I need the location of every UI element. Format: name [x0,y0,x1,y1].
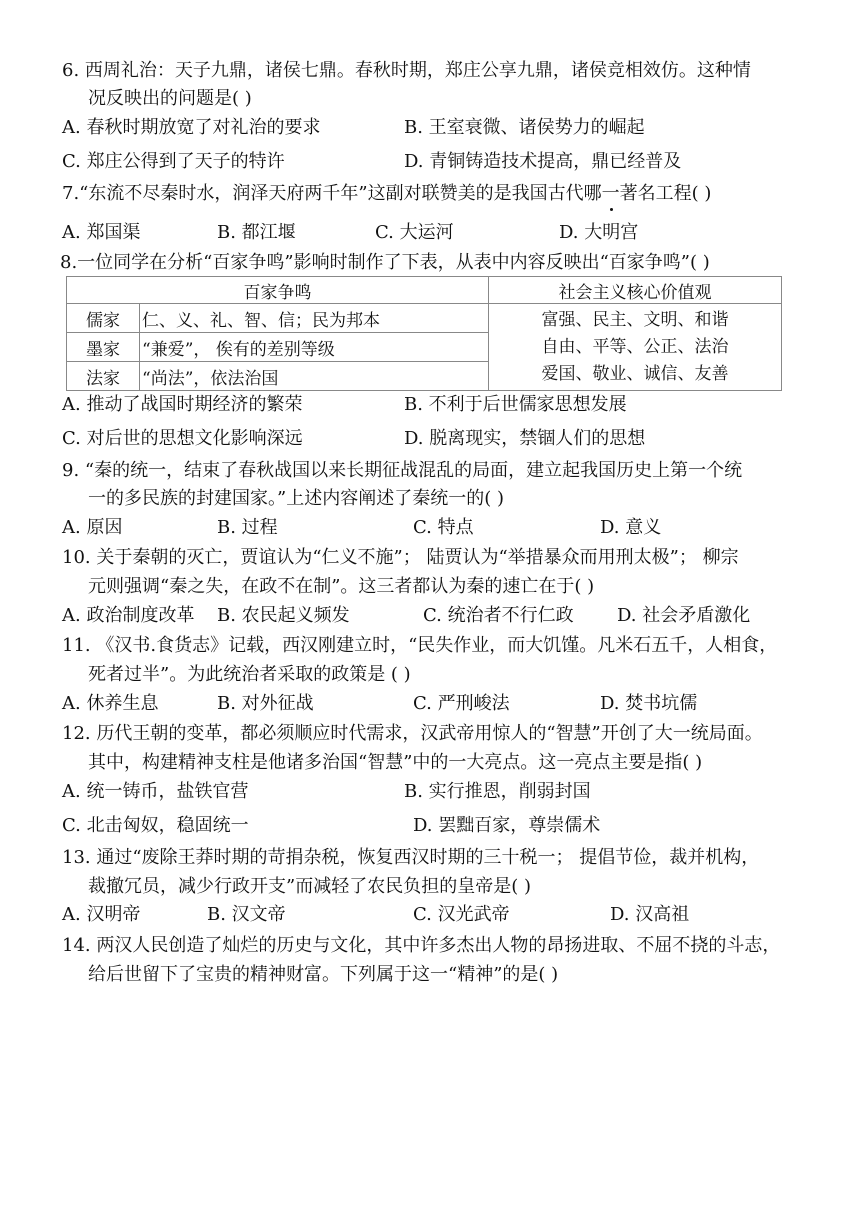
q13-option-a: A. 汉明帝 [62,904,141,925]
q7-dotted-char: 一 [601,183,620,204]
q11-option-b: B. 对外征战 [217,693,314,714]
q7-option-d: D. 大明宫 [559,222,639,243]
table-school-mohist: 墨家 [67,333,140,362]
q12-option-d: D. 罢黜百家，尊崇儒术 [413,815,601,836]
q11-option-c: C. 严刑峻法 [413,693,510,714]
q7-stem-tail: 著名工程( ) [619,183,712,204]
q13-option-c: C. 汉光武帝 [413,904,510,925]
q11-option-d: D. 焚书坑儒 [600,693,698,714]
q11-stem-line1: 11. 《汉书.食货志》记载，西汉刚建立时，“民失作业，而大饥馑。凡米石五千，人相食， [62,635,778,656]
q8-stem: 8.一位同学在分析“百家争鸣”影响时制作了下表，从表中内容反映出“百家争鸣”( ) [60,252,710,273]
q12-option-a: A. 统一铸币，盐铁官营 [62,781,249,802]
q6-option-a: A. 春秋时期放宽了对礼治的要求 [62,117,321,138]
table-header-left: 百家争鸣 [67,277,489,304]
q8-option-b: B. 不利于后世儒家思想发展 [404,394,627,415]
q6-stem-line2: 况反映出的问题是( ) [88,88,252,109]
q9-option-c: C. 特点 [413,517,474,538]
table-school-legalist: 法家 [67,362,140,391]
q14-stem-line2: 给后世留下了宝贵的精神财富。下列属于这一“精神”的是( ) [88,964,559,985]
q8-option-c: C. 对后世的思想文化影响深远 [62,428,303,449]
q10-option-c: C. 统治者不行仁政 [423,605,574,626]
q10-option-b: B. 农民起义频发 [217,605,350,626]
q7-option-c: C. 大运河 [375,222,454,243]
q13-option-b: B. 汉文帝 [207,904,286,925]
core-values-line: 自由、平等、公正、法治 [541,336,729,357]
q11-stem-line2: 死者过半”。为此统治者采取的政策是 ( ) [88,664,411,685]
q6-stem-line1: 6. 西周礼治：天子九鼎，诸侯七鼎。春秋时期，郑庄公享九鼎，诸侯竞相效仿。这种情 [62,60,751,81]
q10-stem-line1: 10. 关于秦朝的灭亡，贾谊认为“仁义不施”； 陆贾认为“举措暴众而用刑太极”； 柳宗 [62,547,739,568]
table-core-values [489,304,782,391]
table-school-confucian: 儒家 [67,304,140,333]
table-content-legalist: “尚法”，依法治国 [140,362,489,391]
q6-option-c: C. 郑庄公得到了天子的特许 [62,151,285,172]
q7-stem [62,183,711,205]
q10-stem-line2: 元则强调“秦之失，在政不在制”。这三者都认为秦的速亡在于( ) [88,576,595,597]
q9-option-b: B. 过程 [217,517,278,538]
q7-option-b: B. 都江堰 [217,222,296,243]
q13-stem-line1: 13. 通过“废除王莽时期的苛捐杂税，恢复西汉时期的三十税一； 提倡节俭，裁并机构， [62,847,760,868]
q10-option-a: A. 政治制度改革 [62,605,195,626]
q7-option-a: A. 郑国渠 [62,222,141,243]
q13-option-d: D. 汉高祖 [610,904,690,925]
q6-option-d: D. 青铜铸造技术提高，鼎已经普及 [404,151,682,172]
q8-option-d: D. 脱离现实，禁锢人们的思想 [404,428,646,449]
core-values-line: 爱国、敬业、诚信、友善 [541,363,729,384]
table-content-mohist: “兼爱”， 俟有的差别等级 [140,333,489,362]
q9-stem-line2: 一的多民族的封建国家。”上述内容阐述了秦统一的( ) [88,488,504,509]
q9-option-a: A. 原因 [62,517,123,538]
q12-option-b: B. 实行推恩，削弱封国 [404,781,591,802]
q7-stem-text: 7.“东流不尽秦时水，润泽天府两千年”这副对联赞美的是我国古代哪 [62,183,602,204]
table-content-confucian: 仁、义、礼、智、信；民为邦本 [140,304,489,333]
emphasis-dot [610,208,613,211]
q12-option-c: C. 北击匈奴，稳固统一 [62,815,249,836]
q13-stem-line2: 裁撤冗员，减少行政开支”而减轻了农民负担的皇帝是( ) [88,876,531,897]
comparison-table [66,276,782,391]
q14-stem-line1: 14. 两汉人民创造了灿烂的历史与文化，其中许多杰出人物的昂扬进取、不屈不挠的斗志， [62,935,781,956]
q9-option-d: D. 意义 [600,517,662,538]
q12-stem-line1: 12. 历代王朝的变革，都必须顺应时代需求，汉武帝用惊人的“智慧”开创了大一统局面。 [62,723,763,744]
q11-option-a: A. 休养生息 [62,693,159,714]
table-header-right: 社会主义核心价值观 [489,277,782,304]
q10-option-d: D. 社会矛盾激化 [617,605,751,626]
q6-option-b: B. 王室衰微、诸侯势力的崛起 [404,117,645,138]
core-values-line: 富强、民主、文明、和谐 [541,309,729,330]
q12-stem-line2: 其中，构建精神支柱是他诸多治国“智慧”中的一大亮点。这一亮点主要是指( ) [88,752,703,773]
q7-emphasis-char [602,183,620,204]
q8-option-a: A. 推动了战国时期经济的繁荣 [62,394,303,415]
q9-stem-line1: 9. “秦的统一，结束了春秋战国以来长期征战混乱的局面，建立起我国历史上第一个统 [62,460,743,481]
